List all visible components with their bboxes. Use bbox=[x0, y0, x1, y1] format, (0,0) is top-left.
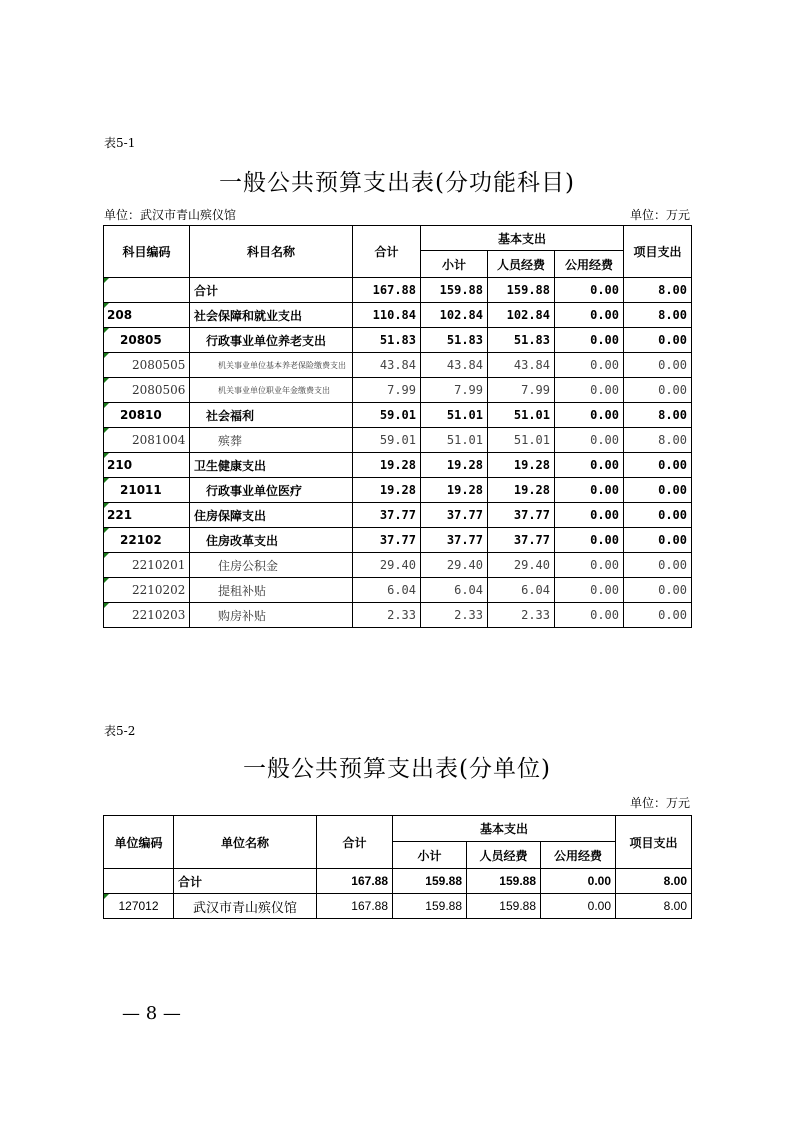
row-public: 0.00 bbox=[555, 278, 624, 303]
table1-unit-left: 单位：武汉市青山殡仪馆 bbox=[104, 208, 237, 222]
row-project: 8.00 bbox=[616, 869, 692, 894]
row-personnel: 51.01 bbox=[488, 403, 555, 428]
header-public: 公用经费 bbox=[555, 251, 624, 278]
row-project: 8.00 bbox=[624, 303, 692, 328]
row-code: 221 bbox=[104, 503, 190, 528]
header-name: 科目名称 bbox=[190, 226, 353, 278]
row-personnel: 37.77 bbox=[488, 528, 555, 553]
row-subtotal: 159.88 bbox=[393, 894, 467, 919]
row-project: 0.00 bbox=[624, 378, 692, 403]
row-name: 机关事业单位职业年金缴费支出 bbox=[190, 378, 353, 403]
row-subtotal: 37.77 bbox=[421, 503, 488, 528]
header-personnel: 人员经费 bbox=[488, 251, 555, 278]
row-name: 合计 bbox=[190, 278, 353, 303]
row-subtotal: 2.33 bbox=[421, 603, 488, 628]
table-row bbox=[104, 869, 692, 894]
row-personnel: 19.28 bbox=[488, 478, 555, 503]
row-name: 卫生健康支出 bbox=[190, 453, 353, 478]
row-project: 0.00 bbox=[624, 503, 692, 528]
row-code: 2210203 bbox=[104, 603, 190, 628]
row-code: 20805 bbox=[104, 328, 190, 353]
table-row bbox=[104, 528, 692, 553]
table-row bbox=[104, 894, 692, 919]
row-public: 0.00 bbox=[555, 403, 624, 428]
header-code: 单位编码 bbox=[104, 816, 174, 869]
row-project: 8.00 bbox=[624, 278, 692, 303]
row-name: 住房公积金 bbox=[190, 553, 353, 578]
table-row bbox=[104, 553, 692, 578]
row-name: 住房改革支出 bbox=[190, 528, 353, 553]
row-total: 167.88 bbox=[353, 278, 421, 303]
table-row bbox=[104, 428, 692, 453]
row-public: 0.00 bbox=[555, 528, 624, 553]
row-total: 29.40 bbox=[353, 553, 421, 578]
row-code: 127012 bbox=[104, 894, 174, 919]
table-row bbox=[104, 603, 692, 628]
header-subtotal: 小计 bbox=[421, 251, 488, 278]
row-total: 19.28 bbox=[353, 453, 421, 478]
row-total: 51.83 bbox=[353, 328, 421, 353]
table1-tag: 表5-1 bbox=[104, 136, 136, 150]
row-personnel: 51.83 bbox=[488, 328, 555, 353]
row-public: 0.00 bbox=[555, 453, 624, 478]
row-subtotal: 159.88 bbox=[393, 869, 467, 894]
table-row bbox=[104, 278, 692, 303]
header-project: 项目支出 bbox=[616, 816, 692, 869]
row-public: 0.00 bbox=[555, 328, 624, 353]
table1-functional-expenditure bbox=[103, 225, 692, 628]
row-code: 210 bbox=[104, 453, 190, 478]
header-basic: 基本支出 bbox=[393, 816, 616, 842]
row-subtotal: 51.83 bbox=[421, 328, 488, 353]
row-project: 8.00 bbox=[624, 428, 692, 453]
row-subtotal: 19.28 bbox=[421, 453, 488, 478]
row-total: 59.01 bbox=[353, 428, 421, 453]
row-total: 59.01 bbox=[353, 403, 421, 428]
table-row bbox=[104, 353, 692, 378]
row-code: 2080505 bbox=[104, 353, 190, 378]
row-subtotal: 6.04 bbox=[421, 578, 488, 603]
row-project: 0.00 bbox=[624, 553, 692, 578]
row-total: 6.04 bbox=[353, 578, 421, 603]
row-code bbox=[104, 869, 174, 894]
row-code: 22102 bbox=[104, 528, 190, 553]
row-personnel: 159.88 bbox=[467, 894, 541, 919]
row-total: 43.84 bbox=[353, 353, 421, 378]
row-subtotal: 51.01 bbox=[421, 428, 488, 453]
row-project: 0.00 bbox=[624, 603, 692, 628]
header-total: 合计 bbox=[353, 226, 421, 278]
row-code: 208 bbox=[104, 303, 190, 328]
row-personnel: 7.99 bbox=[488, 378, 555, 403]
table-row bbox=[104, 378, 692, 403]
row-code: 2080506 bbox=[104, 378, 190, 403]
row-total: 167.88 bbox=[317, 894, 393, 919]
row-total: 19.28 bbox=[353, 478, 421, 503]
row-project: 0.00 bbox=[624, 453, 692, 478]
table2-unit-right: 单位：万元 bbox=[629, 796, 690, 810]
row-public: 0.00 bbox=[555, 603, 624, 628]
row-personnel: 51.01 bbox=[488, 428, 555, 453]
header-name: 单位名称 bbox=[174, 816, 317, 869]
row-subtotal: 29.40 bbox=[421, 553, 488, 578]
header-public: 公用经费 bbox=[541, 842, 616, 869]
row-name: 住房保障支出 bbox=[190, 503, 353, 528]
row-public: 0.00 bbox=[541, 894, 616, 919]
row-total: 37.77 bbox=[353, 528, 421, 553]
row-name: 购房补贴 bbox=[190, 603, 353, 628]
row-personnel: 6.04 bbox=[488, 578, 555, 603]
row-subtotal: 51.01 bbox=[421, 403, 488, 428]
table-row bbox=[104, 453, 692, 478]
table-row bbox=[104, 478, 692, 503]
row-public: 0.00 bbox=[555, 478, 624, 503]
row-project: 0.00 bbox=[624, 328, 692, 353]
header-project: 项目支出 bbox=[624, 226, 692, 278]
header-personnel: 人员经费 bbox=[467, 842, 541, 869]
table1-title: 一般公共预算支出表(分功能科目) bbox=[219, 170, 575, 196]
row-code: 2081004 bbox=[104, 428, 190, 453]
row-public: 0.00 bbox=[541, 869, 616, 894]
row-public: 0.00 bbox=[555, 378, 624, 403]
row-personnel: 159.88 bbox=[488, 278, 555, 303]
table-row bbox=[104, 403, 692, 428]
row-subtotal: 19.28 bbox=[421, 478, 488, 503]
row-subtotal: 159.88 bbox=[421, 278, 488, 303]
row-code: 21011 bbox=[104, 478, 190, 503]
header-subtotal: 小计 bbox=[393, 842, 467, 869]
row-personnel: 2.33 bbox=[488, 603, 555, 628]
row-total: 2.33 bbox=[353, 603, 421, 628]
table-row bbox=[104, 328, 692, 353]
row-name: 社会福利 bbox=[190, 403, 353, 428]
row-personnel: 159.88 bbox=[467, 869, 541, 894]
row-project: 8.00 bbox=[616, 894, 692, 919]
table2-title: 一般公共预算支出表(分单位) bbox=[243, 756, 551, 782]
row-subtotal: 7.99 bbox=[421, 378, 488, 403]
table2-unit-expenditure bbox=[103, 815, 692, 919]
row-name: 提租补贴 bbox=[190, 578, 353, 603]
row-name: 社会保障和就业支出 bbox=[190, 303, 353, 328]
table2-tag: 表5-2 bbox=[104, 724, 136, 738]
row-name: 武汉市青山殡仪馆 bbox=[174, 894, 317, 919]
header-total: 合计 bbox=[317, 816, 393, 869]
row-public: 0.00 bbox=[555, 353, 624, 378]
row-personnel: 102.84 bbox=[488, 303, 555, 328]
row-project: 0.00 bbox=[624, 478, 692, 503]
row-total: 167.88 bbox=[317, 869, 393, 894]
header-code: 科目编码 bbox=[104, 226, 190, 278]
table-row bbox=[104, 578, 692, 603]
row-personnel: 43.84 bbox=[488, 353, 555, 378]
row-code: 2210202 bbox=[104, 578, 190, 603]
row-name: 殡葬 bbox=[190, 428, 353, 453]
row-name: 行政事业单位养老支出 bbox=[190, 328, 353, 353]
row-project: 0.00 bbox=[624, 578, 692, 603]
table1-unit-right: 单位：万元 bbox=[629, 208, 690, 222]
table-row bbox=[104, 303, 692, 328]
row-name: 合计 bbox=[174, 869, 317, 894]
row-personnel: 19.28 bbox=[488, 453, 555, 478]
row-public: 0.00 bbox=[555, 503, 624, 528]
row-code: 2210201 bbox=[104, 553, 190, 578]
row-project: 8.00 bbox=[624, 403, 692, 428]
row-name: 机关事业单位基本养老保险缴费支出 bbox=[190, 353, 353, 378]
page-number: — 8 — bbox=[122, 1003, 181, 1024]
row-subtotal: 102.84 bbox=[421, 303, 488, 328]
row-total: 7.99 bbox=[353, 378, 421, 403]
row-name: 行政事业单位医疗 bbox=[190, 478, 353, 503]
row-subtotal: 43.84 bbox=[421, 353, 488, 378]
row-project: 0.00 bbox=[624, 528, 692, 553]
row-public: 0.00 bbox=[555, 303, 624, 328]
table-row bbox=[104, 503, 692, 528]
row-public: 0.00 bbox=[555, 428, 624, 453]
row-code bbox=[104, 278, 190, 303]
row-project: 0.00 bbox=[624, 353, 692, 378]
row-total: 110.84 bbox=[353, 303, 421, 328]
row-public: 0.00 bbox=[555, 578, 624, 603]
row-total: 37.77 bbox=[353, 503, 421, 528]
row-public: 0.00 bbox=[555, 553, 624, 578]
header-basic: 基本支出 bbox=[421, 226, 624, 251]
row-personnel: 37.77 bbox=[488, 503, 555, 528]
row-personnel: 29.40 bbox=[488, 553, 555, 578]
row-code: 20810 bbox=[104, 403, 190, 428]
row-subtotal: 37.77 bbox=[421, 528, 488, 553]
